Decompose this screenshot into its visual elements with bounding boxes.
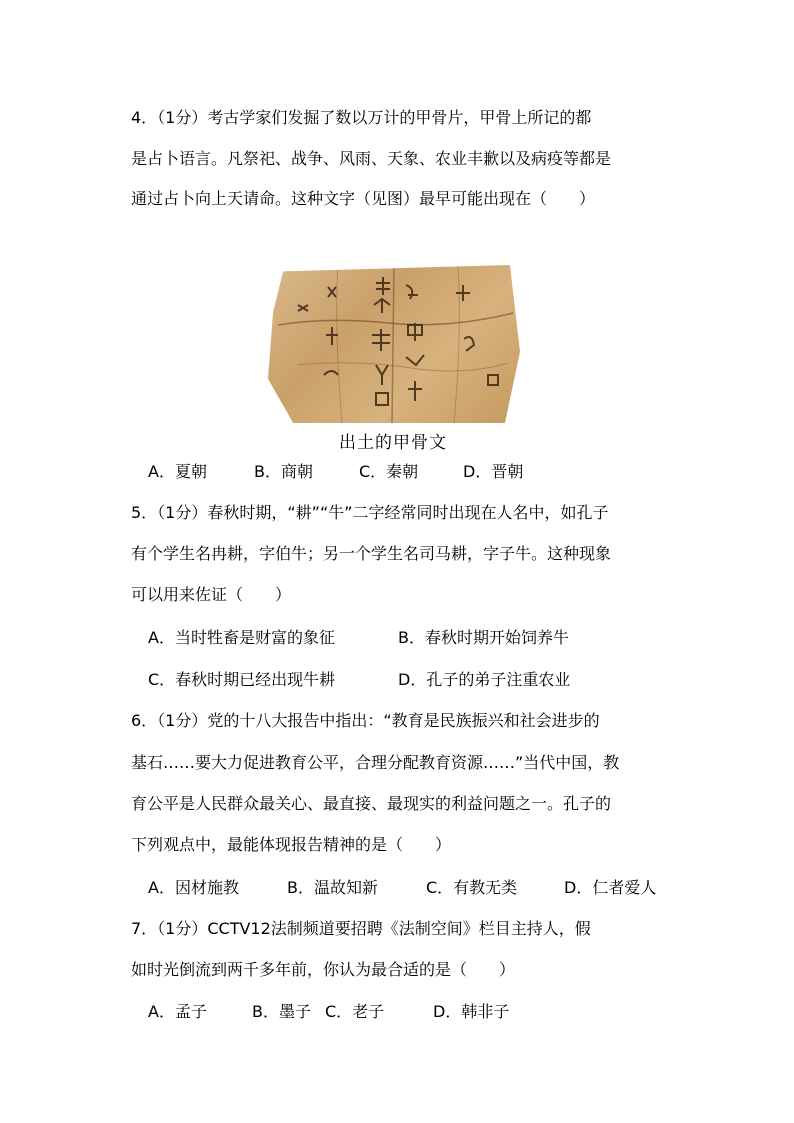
question-5-line-3: 可以用来佐证（ ）: [131, 585, 292, 604]
option-d: D．晋朝: [463, 462, 524, 481]
question-4-line-1: 4．（1分）考古学家们发掘了数以万计的甲骨片，甲骨上所记的都: [131, 108, 592, 127]
question-6-line-3: 育公平是人民群众最关心、最直接、最现实的利益问题之一。孔子的: [131, 794, 612, 813]
question-7-options: [148, 1001, 509, 1023]
option-b: B．温故知新: [287, 878, 378, 897]
question-4-line-2: 是占卜语言。凡祭祀、战争、风雨、天象、农业丰歉以及病疫等都是: [131, 149, 612, 168]
option-c: C．老子: [325, 1002, 385, 1021]
option-c: C．有教无类: [426, 878, 518, 897]
option-c: C．春秋时期已经出现牛耕: [148, 670, 336, 689]
question-7-line-2: 如时光倒流到两千多年前，你认为最合适的是（ ）: [131, 960, 516, 979]
question-6-options: [148, 877, 656, 899]
question-6-line-4: 下列观点中，最能体现报告精神的是（ ）: [131, 835, 452, 854]
oracle-bone-drawing: [268, 265, 520, 423]
question-4-line-3: 通过占卜向上天请命。这种文字（见图）最早可能出现在（ ）: [131, 189, 596, 208]
option-a: A．因材施教: [148, 878, 239, 897]
question-7-line-1: 7．（1分）CCTV12法制频道要招聘《法制空间》栏目主持人，假: [131, 919, 591, 938]
option-a: A．孟子: [148, 1002, 207, 1021]
oracle-bone-image: [268, 265, 520, 423]
option-b: B．商朝: [254, 462, 313, 481]
question-5-line-1: 5．（1分）春秋时期，“耕”“牛”二字经常同时出现在人名中，如孔子: [131, 503, 609, 522]
option-d: D．仁者爱人: [564, 878, 657, 897]
option-a: A．夏朝: [148, 462, 207, 481]
question-6-line-1: 6．（1分）党的十八大报告中指出：“教育是民族振兴和社会进步的: [131, 711, 600, 730]
option-b: B．墨子: [252, 1002, 311, 1021]
question-5-line-2: 有个学生名冉耕，字伯牛；另一个学生名司马耕，字子牛。这种现象: [131, 544, 612, 563]
option-c: C．秦朝: [359, 462, 419, 481]
question-6-line-2: 基石……要大力促进教育公平，合理分配教育资源……”当代中国，教: [131, 753, 620, 772]
question-5-options-row-1: [148, 627, 569, 649]
option-d: D．韩非子: [433, 1002, 510, 1021]
question-4-options: [148, 461, 523, 483]
option-d: D．孔子的弟子注重农业: [398, 670, 571, 689]
option-b: B．春秋时期开始饲养牛: [398, 628, 569, 647]
question-5-options-row-2: [148, 669, 570, 691]
option-a: A．当时牲畜是财富的象征: [148, 628, 335, 647]
figure-caption: 出土的甲骨文: [339, 433, 447, 453]
